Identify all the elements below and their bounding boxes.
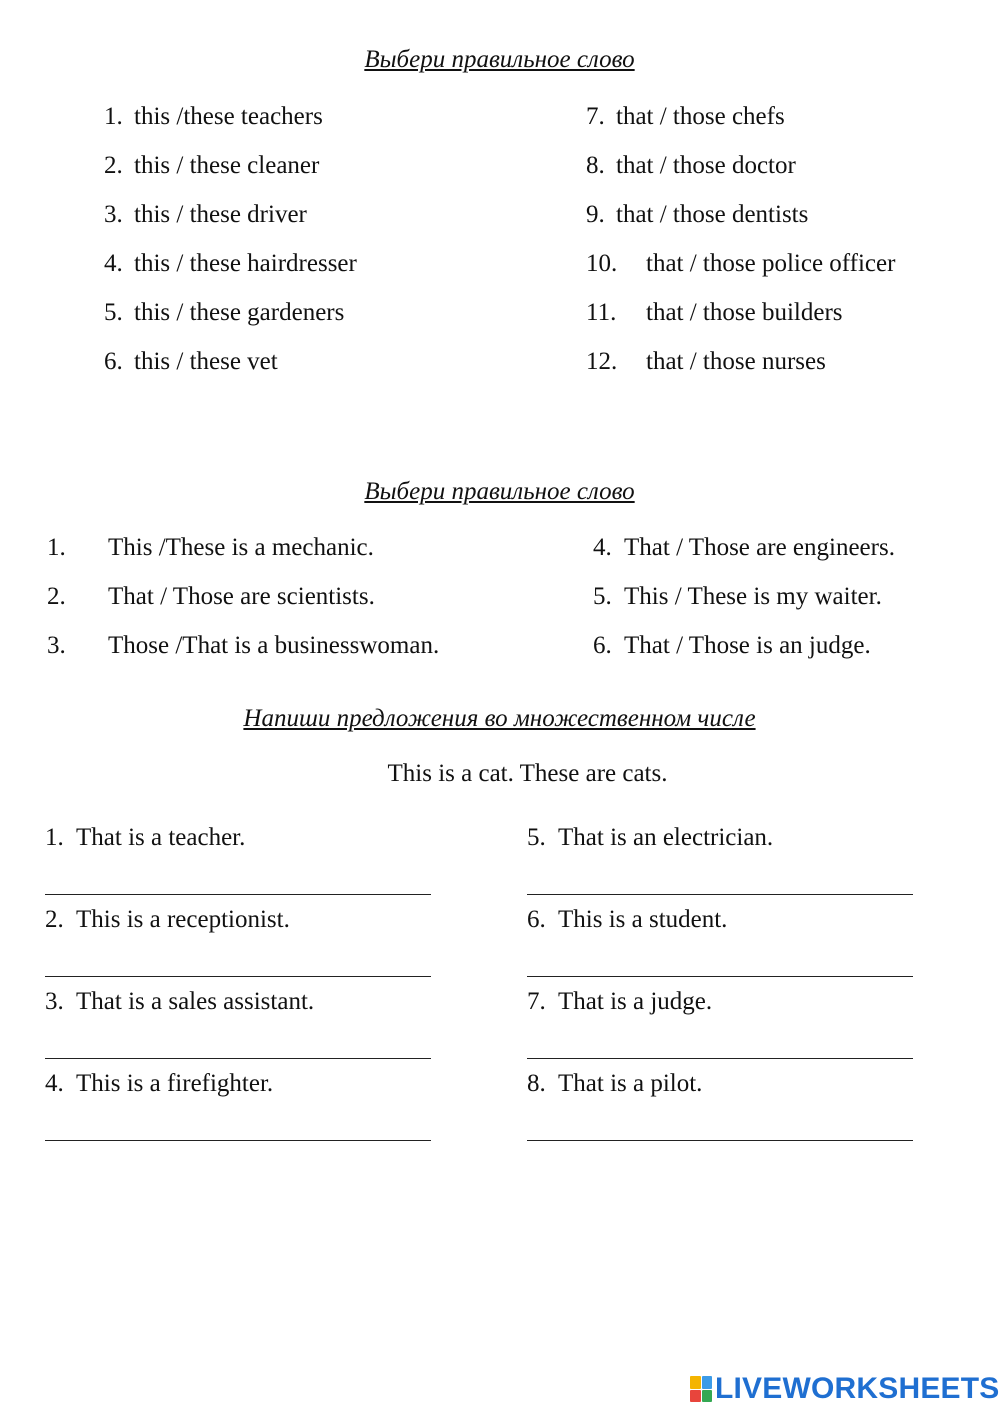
list-item: 9. that / those dentists bbox=[586, 201, 809, 228]
logo-tile bbox=[702, 1390, 713, 1403]
choice-text[interactable]: That / Those are engineers. bbox=[624, 534, 895, 561]
choice-text[interactable]: that / those doctor bbox=[616, 152, 796, 179]
example-sentence: This is a cat. These are cats. bbox=[387, 760, 668, 787]
list-item: 12. that / those nurses bbox=[586, 348, 826, 375]
answer-line[interactable] bbox=[527, 1140, 913, 1141]
list-item: 3. Those /That is a businesswoman. bbox=[47, 632, 440, 659]
list-item: 10. that / those police officer bbox=[586, 250, 896, 277]
section3-title: Напиши предложения во множественном числе bbox=[243, 705, 756, 732]
answer-line[interactable] bbox=[527, 976, 913, 977]
logo-tile bbox=[702, 1376, 713, 1389]
list-item: 5. That is an electrician. bbox=[527, 824, 774, 851]
choice-text[interactable]: this / these gardeners bbox=[134, 299, 345, 326]
choice-text[interactable]: that / those nurses bbox=[646, 348, 826, 375]
choice-text[interactable]: That / Those are scientists. bbox=[108, 583, 375, 610]
list-item: 1. That is a teacher. bbox=[45, 824, 246, 851]
choice-text[interactable]: this / these vet bbox=[134, 348, 278, 375]
list-item: 5. this / these gardeners bbox=[104, 299, 345, 326]
answer-line[interactable] bbox=[45, 1058, 431, 1059]
list-item: 6. This is a student. bbox=[527, 906, 728, 933]
list-item: 3. That is a sales assistant. bbox=[45, 988, 315, 1015]
choice-text[interactable]: that / those dentists bbox=[616, 201, 809, 228]
choice-text[interactable]: this / these hairdresser bbox=[134, 250, 357, 277]
list-item: 7. that / those chefs bbox=[586, 103, 785, 130]
choice-text[interactable]: that / those police officer bbox=[646, 250, 896, 277]
choice-text[interactable]: that / those chefs bbox=[616, 103, 785, 130]
answer-line[interactable] bbox=[45, 894, 431, 895]
list-item: 4. That / Those are engineers. bbox=[593, 534, 895, 561]
list-item: 6. That / Those is an judge. bbox=[593, 632, 871, 659]
answer-line[interactable] bbox=[527, 894, 913, 895]
answer-line[interactable] bbox=[527, 1058, 913, 1059]
list-item: 8. that / those doctor bbox=[586, 152, 796, 179]
choice-text[interactable]: This / These is my waiter. bbox=[624, 583, 882, 610]
logo-text: LIVEWORKSHEETS bbox=[715, 1372, 999, 1405]
liveworksheets-logo[interactable] bbox=[690, 1372, 999, 1406]
list-item: 6. this / these vet bbox=[104, 348, 278, 375]
list-item: 1. This /These is a mechanic. bbox=[47, 534, 374, 561]
list-item: 4. This is a firefighter. bbox=[45, 1070, 274, 1097]
answer-line[interactable] bbox=[45, 976, 431, 977]
answer-line[interactable] bbox=[45, 1140, 431, 1141]
list-item: 2. this / these cleaner bbox=[104, 152, 320, 179]
list-item: 5. This / These is my waiter. bbox=[593, 583, 882, 610]
choice-text[interactable]: this /these teachers bbox=[134, 103, 323, 130]
section1-title: Выбери правильное слово bbox=[364, 46, 635, 73]
choice-text[interactable]: Those /That is a businesswoman. bbox=[108, 632, 440, 659]
choice-text[interactable]: this / these driver bbox=[134, 201, 307, 228]
list-item: 3. this / these driver bbox=[104, 201, 307, 228]
section2-title: Выбери правильное слово bbox=[364, 478, 635, 505]
list-item: 8. That is a pilot. bbox=[527, 1070, 703, 1097]
choice-text[interactable]: This /These is a mechanic. bbox=[108, 534, 374, 561]
logo-tile bbox=[690, 1376, 701, 1389]
list-item: 7. That is a judge. bbox=[527, 988, 713, 1015]
list-item: 2. This is a receptionist. bbox=[45, 906, 290, 933]
choice-text[interactable]: this / these cleaner bbox=[134, 152, 320, 179]
logo-tile bbox=[690, 1390, 701, 1403]
list-item: 11. that / those builders bbox=[586, 299, 843, 326]
logo-tiles-icon bbox=[690, 1376, 712, 1402]
list-item: 2. That / Those are scientists. bbox=[47, 583, 375, 610]
list-item: 1. this /these teachers bbox=[104, 103, 323, 130]
list-item: 4. this / these hairdresser bbox=[104, 250, 357, 277]
choice-text[interactable]: That / Those is an judge. bbox=[624, 632, 871, 659]
choice-text[interactable]: that / those builders bbox=[646, 299, 843, 326]
